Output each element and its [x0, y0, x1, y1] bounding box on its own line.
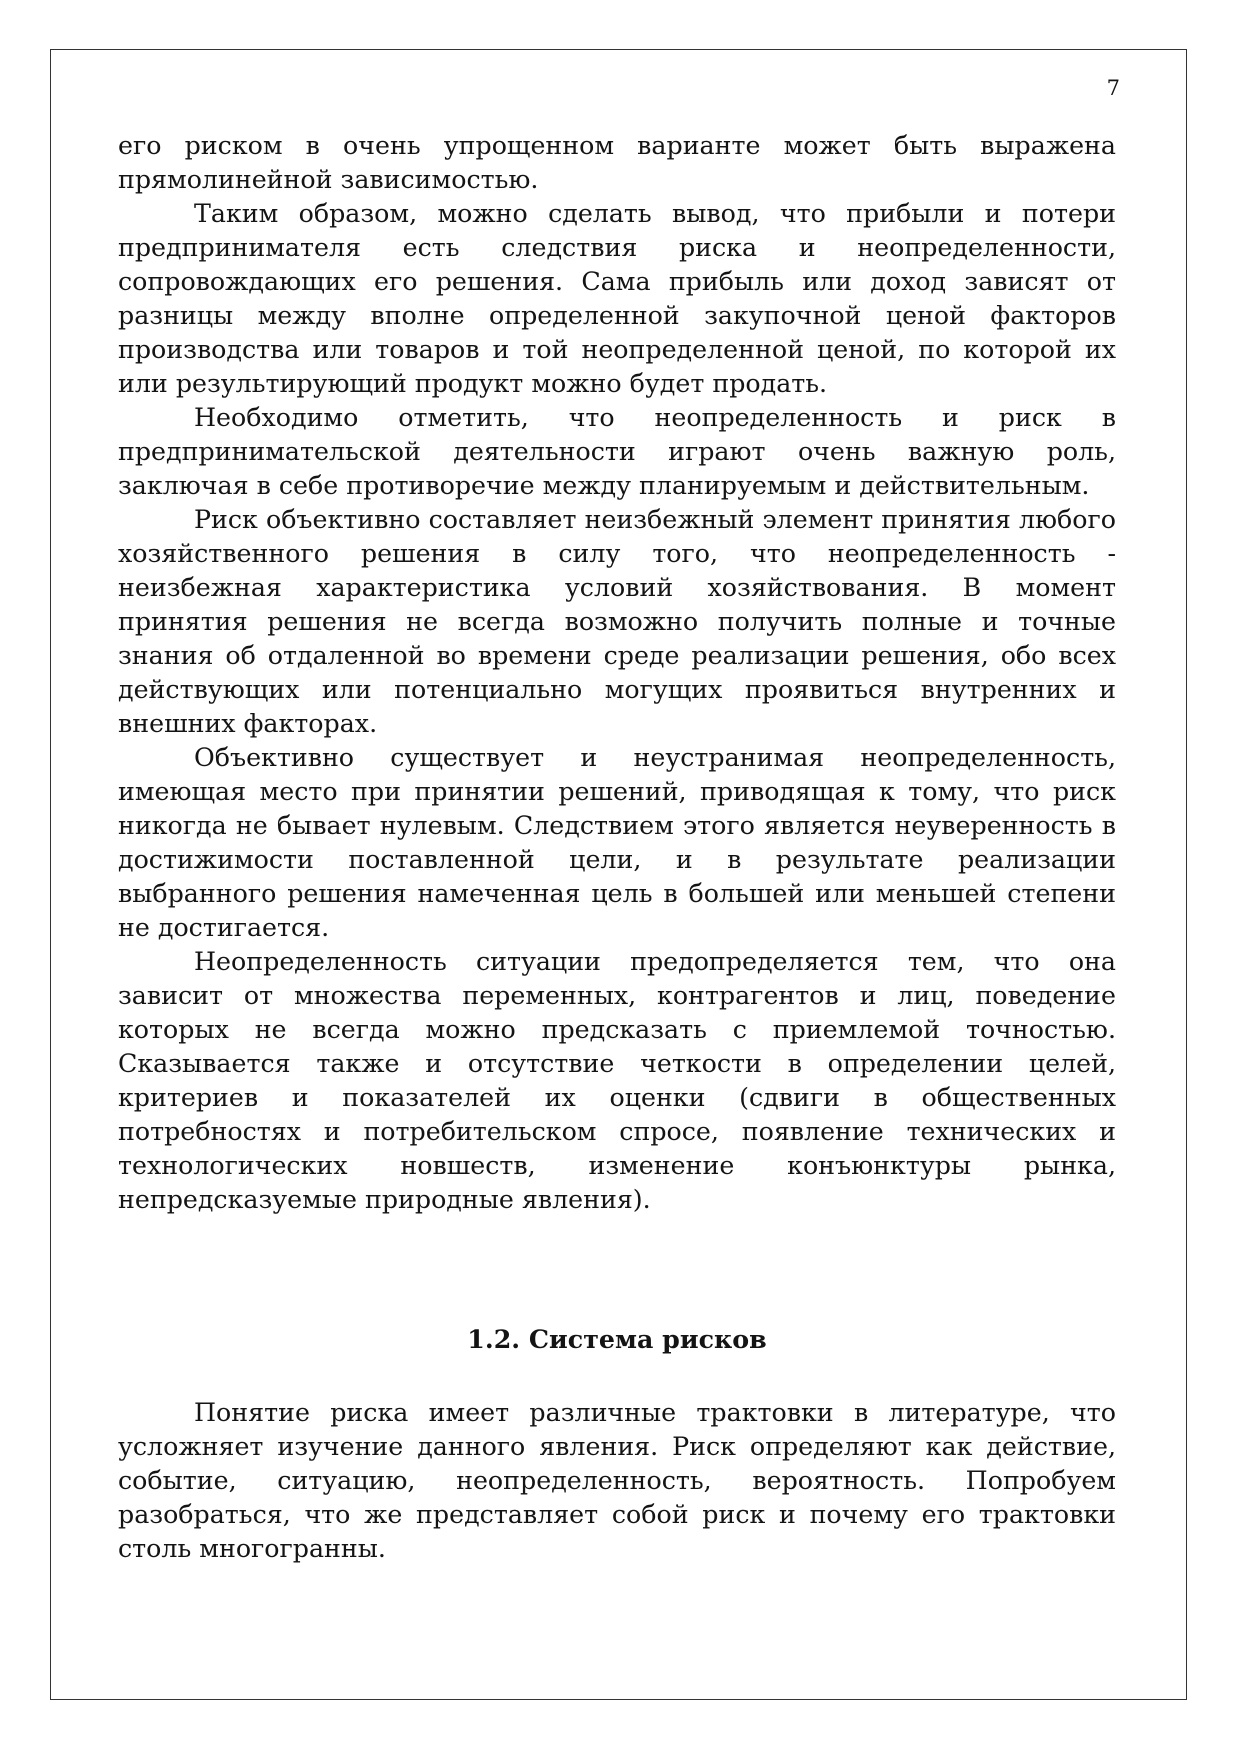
paragraph-situation-uncertainty: Неопределенность ситуации предопределяется тем, что она зависит от множества переменных, контрагентов и лиц, поведение которых не всегда можно предсказать с приемлемой точностью. Сказывается также и отсутствие четкости в определении целей, критериев и показателей их оценки (сдвиги в общественных потребностях и потребительском спросе, появление технических и технологических новшеств, изменение конъюнктуры рынка, непредсказуемые природные явления).	[118, 947, 1116, 1214]
paragraph-irremovable-uncertainty: Объективно существует и неустранимая неопределенность, имеющая место при принятии решений, приводящая к тому, что риск никогда не бывает нулевым. Следствием этого является неуверенность в достижимости поставленной цели, и в результате реализации выбранного решения намеченная цель в большей или меньшей степени не достигается.	[118, 743, 1116, 942]
section-heading: 1.2. Система рисков	[467, 1324, 767, 1354]
paragraph-risk-concept: Понятие риска имеет различные трактовки в литературе, что усложняет изучение данного явления. Риск определяют как действие, событие, ситуацию, неопределенность, вероятность. Попробуем разобраться, что же представляет собой риск и почему его трактовки столь многогранны.	[118, 1398, 1116, 1563]
body-text	[118, 129, 1116, 1217]
paragraph-risk-objective: Риск объективно составляет неизбежный элемент принятия любого хозяйственного решения в силу того, что неопределенность - неизбежная характеристика условий хозяйствования. В момент принятия решения не всегда возможно получить полные и точные знания об отдаленной во времени среде реализации решения, обо всех действующих или потенциально могущих проявиться внутренних и внешних факторах.	[118, 505, 1116, 738]
section-body-text	[118, 1396, 1116, 1566]
paragraph-uncertainty-role: Необходимо отметить, что неопределенность и риск в предпринимательской деятельности играют очень важную роль, заключая в себе противоречие между планируемым и действительным.	[118, 403, 1116, 500]
page-number: 7	[1106, 76, 1120, 100]
paragraph-profit-and-loss: Таким образом, можно сделать вывод, что прибыли и потери предпринимателя есть следствия риска и неопределенности, сопровождающих его решения. Сама прибыль или доход зависят от разницы между вполне определенной закупочной ценой факторов производства или товаров и той неопределенной ценой, по которой их или результирующий продукт можно будет продать.	[118, 199, 1116, 398]
paragraph-continuation: его риском в очень упрощенном варианте может быть выражена прямолинейной зависимостью.	[118, 131, 1116, 194]
